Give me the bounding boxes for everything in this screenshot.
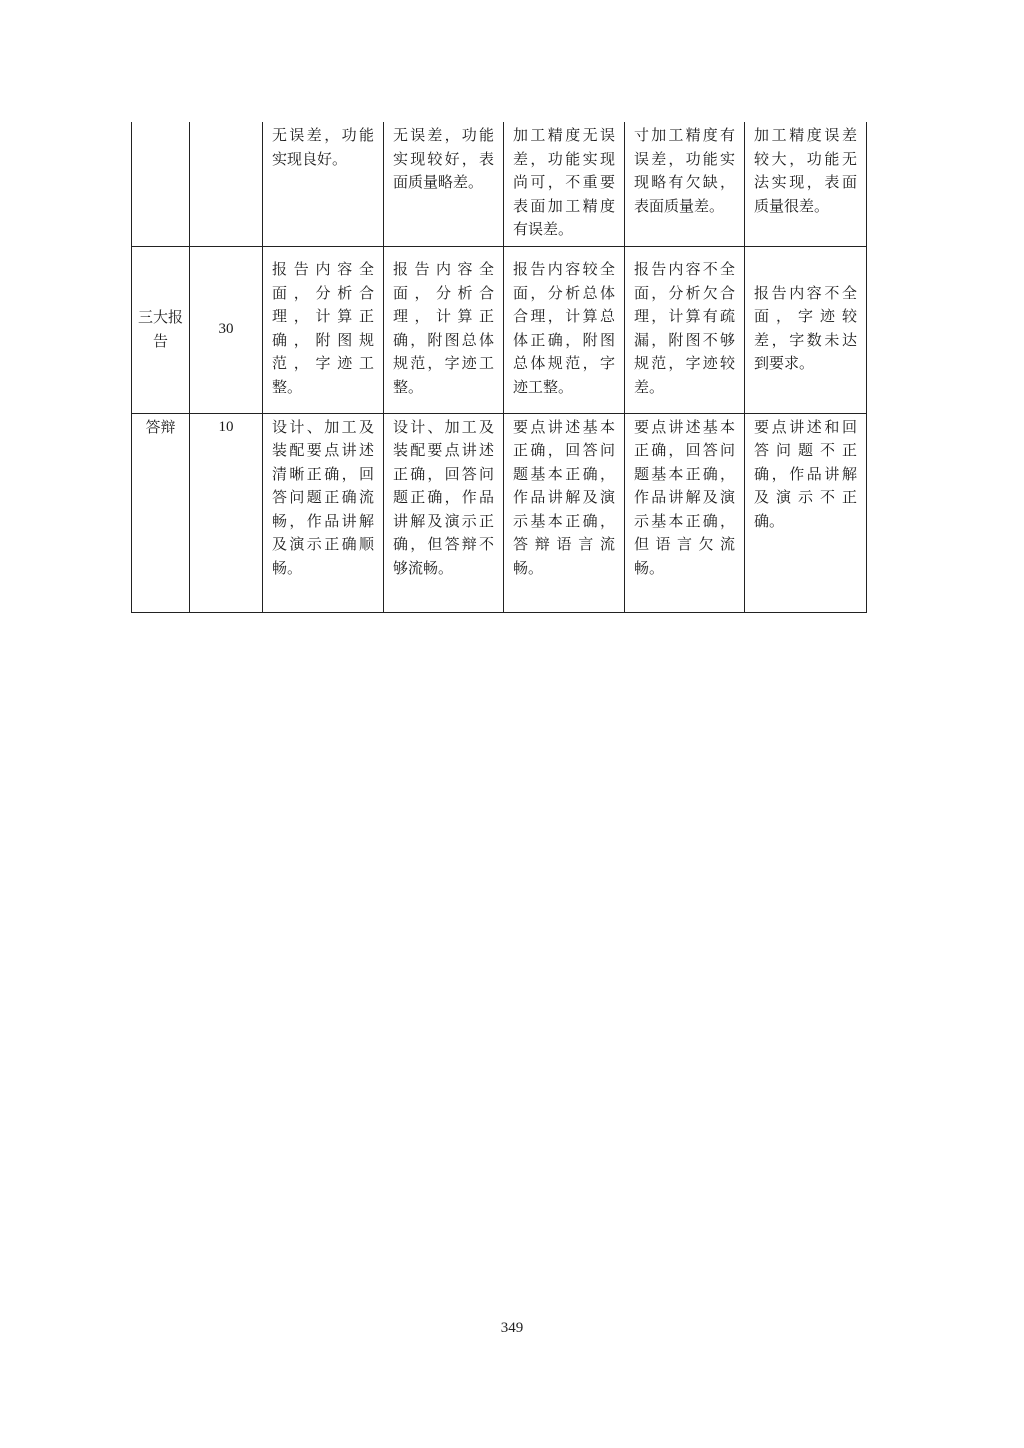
criteria-cell: 加工精度无误差，功能实现尚可，不重要表面加工精度有误差。: [504, 122, 625, 246]
criteria-cell: 无误差，功能实现较好，表面质量略差。: [384, 122, 504, 246]
score-cell: [190, 122, 263, 246]
criteria-cell: 要点讲述和回答问题不正确，作品讲解及演示不正确。: [745, 413, 867, 612]
criteria-cell: 要点讲述基本正确，回答问题基本正确，作品讲解及演示基本正确，但语言欠流畅。: [625, 413, 745, 612]
table-row: [132, 246, 867, 413]
criteria-cell: 报告内容全面，分析合理，计算正确，附图总体规范，字迹工整。: [384, 246, 504, 413]
item-cell: 答辩: [132, 413, 190, 612]
item-cell: 三大报告: [132, 246, 190, 413]
criteria-cell: 报告内容较全面，分析总体合理，计算总体正确，附图总体规范，字迹工整。: [504, 246, 625, 413]
criteria-cell: 设计、加工及装配要点讲述正确，回答问题正确，作品讲解及演示正确，但答辩不够流畅。: [384, 413, 504, 612]
criteria-cell: 无误差，功能实现良好。: [263, 122, 384, 246]
criteria-cell: 报告内容全面，分析合理，计算正确，附图规范，字迹工整。: [263, 246, 384, 413]
criteria-cell: 寸加工精度有误差，功能实现略有欠缺，表面质量差。: [625, 122, 745, 246]
page-number: 349: [500, 1320, 524, 1336]
score-cell: 30: [190, 246, 263, 413]
table-row: [132, 413, 867, 612]
score-cell: 10: [190, 413, 263, 612]
criteria-cell: 要点讲述基本正确，回答问题基本正确，作品讲解及演示基本正确，答辩语言流畅。: [504, 413, 625, 612]
criteria-cell: 设计、加工及装配要点讲述清晰正确，回答问题正确流畅，作品讲解及演示正确顺畅。: [263, 413, 384, 612]
criteria-cell: 报告内容不全面，字迹较差，字数未达到要求。: [745, 246, 867, 413]
criteria-cell: 报告内容不全面，分析欠合理，计算有疏漏，附图不够规范，字迹较差。: [625, 246, 745, 413]
item-cell: [132, 122, 190, 246]
criteria-cell: 加工精度误差较大，功能无法实现，表面质量很差。: [745, 122, 867, 246]
grading-table: [131, 122, 867, 613]
table-row: [132, 122, 867, 246]
